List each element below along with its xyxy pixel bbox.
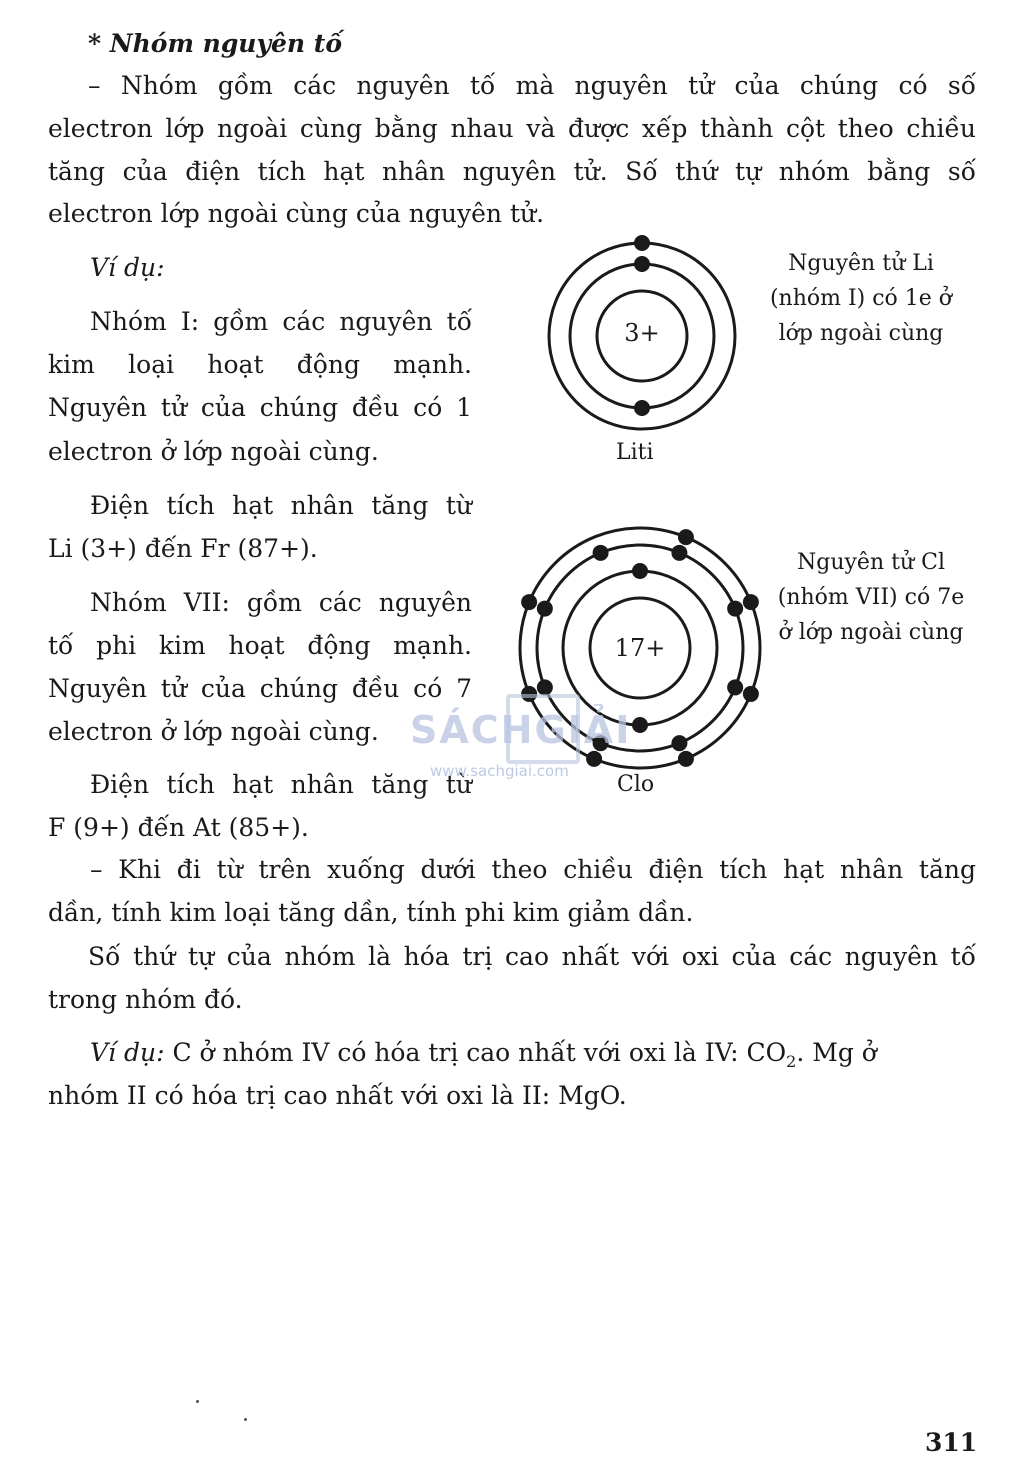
lithium-electron bbox=[634, 235, 650, 251]
chlorine-electron bbox=[743, 594, 759, 610]
intro-line-4: electron lớp ngoài cùng của nguyên tử. bbox=[48, 199, 545, 228]
chlorine-nucleus-charge: 17+ bbox=[614, 634, 666, 662]
chlorine-electron bbox=[678, 751, 694, 767]
group7-line-1: Nhóm VII: gồm các nguyên bbox=[90, 588, 472, 617]
valence-line-1: Số thứ tự của nhóm là hóa trị cao nhất với oxi của các nguyên tố bbox=[88, 942, 976, 971]
chlorine-electron bbox=[586, 751, 602, 767]
page-number: 311 bbox=[925, 1428, 978, 1457]
group1-line-4: electron ở lớp ngoài cùng. bbox=[48, 437, 379, 466]
lithium-caption-line-1: Nguyên tử Li bbox=[788, 251, 934, 276]
section-heading: * Nhóm nguyên tố bbox=[88, 29, 343, 58]
co2-subscript: 2 bbox=[786, 1052, 797, 1071]
group7-line-4: electron ở lớp ngoài cùng. bbox=[48, 717, 379, 746]
group7-line-3: Nguyên tử của chúng đều có 7 bbox=[48, 674, 472, 703]
chlorine-electron bbox=[521, 594, 537, 610]
chlorine-electron bbox=[671, 735, 687, 751]
lithium-nucleus-charge: 3+ bbox=[624, 319, 660, 347]
group7-charge-line-1: Điện tích hạt nhân tăng từ bbox=[90, 770, 472, 799]
chlorine-electron bbox=[671, 545, 687, 561]
intro-line-3: tăng của điện tích hạt nhân nguyên tử. Số thứ tự nhóm bằng số bbox=[48, 157, 976, 186]
chlorine-electron bbox=[521, 686, 537, 702]
intro-line-2: electron lớp ngoài cùng bằng nhau và được xếp thành cột theo chiều bbox=[48, 114, 976, 143]
chlorine-electron bbox=[632, 563, 648, 579]
group7-charge-line-2: F (9+) đến At (85+). bbox=[48, 813, 309, 842]
group1-line-2: kim loại hoạt động mạnh. bbox=[48, 350, 472, 379]
chlorine-electron bbox=[593, 735, 609, 751]
chlorine-atom-diagram bbox=[520, 530, 760, 770]
chlorine-electron bbox=[632, 717, 648, 733]
chlorine-caption-line-1: Nguyên tử Cl bbox=[797, 550, 945, 575]
lithium-atom-diagram bbox=[542, 236, 742, 436]
chlorine-electron bbox=[593, 545, 609, 561]
watermark-url: www.sachgiai.com bbox=[430, 762, 569, 780]
final-example-text-a: C ở nhóm IV có hóa trị cao nhất với oxi là IV: CO bbox=[164, 1038, 787, 1067]
lithium-electron bbox=[634, 256, 650, 272]
group7-line-2: tố phi kim hoạt động mạnh. bbox=[48, 631, 472, 660]
trend-line-1: – Khi đi từ trên xuống dưới theo chiều điện tích hạt nhân tăng bbox=[90, 855, 976, 884]
intro-line-1: – Nhóm gồm các nguyên tố mà nguyên tử của chúng có số bbox=[88, 71, 976, 100]
lithium-electron bbox=[634, 400, 650, 416]
chlorine-caption-line-3: ở lớp ngoài cùng bbox=[778, 620, 964, 645]
valence-line-2: trong nhóm đó. bbox=[48, 985, 243, 1014]
chlorine-caption-line-2: (nhóm VII) có 7e bbox=[777, 585, 965, 610]
group1-line-3: Nguyên tử của chúng đều có 1 bbox=[48, 393, 472, 422]
final-example-label: Ví dụ: bbox=[90, 1038, 165, 1067]
chlorine-electron bbox=[537, 601, 553, 617]
trend-line-2: dần, tính kim loại tăng dần, tính phi kim giảm dần. bbox=[48, 898, 694, 927]
group1-line-1: Nhóm I: gồm các nguyên tố bbox=[90, 307, 472, 336]
chlorine-name: Clo bbox=[617, 772, 655, 797]
final-example-line-2: nhóm II có hóa trị cao nhất với oxi là II: MgO. bbox=[48, 1081, 627, 1110]
print-speck bbox=[244, 1418, 247, 1421]
chlorine-caption bbox=[762, 545, 980, 650]
chlorine-electron bbox=[743, 686, 759, 702]
group1-charge-line-2: Li (3+) đến Fr (87+). bbox=[48, 534, 318, 563]
group1-charge-line-1: Điện tích hạt nhân tăng từ bbox=[90, 491, 472, 520]
chlorine-electron bbox=[678, 529, 694, 545]
final-example-text-b: . Mg ở bbox=[796, 1038, 877, 1067]
chlorine-electron bbox=[727, 601, 743, 617]
print-speck bbox=[196, 1400, 199, 1403]
watermark-text: SÁCHGIẢI bbox=[410, 708, 632, 752]
example-label: Ví dụ: bbox=[90, 253, 165, 282]
lithium-caption bbox=[752, 246, 970, 351]
lithium-name: Liti bbox=[616, 440, 654, 465]
chlorine-electron bbox=[537, 679, 553, 695]
lithium-caption-line-2: (nhóm I) có 1e ở bbox=[769, 286, 953, 311]
lithium-caption-line-3: lớp ngoài cùng bbox=[778, 321, 944, 346]
chlorine-electron bbox=[727, 679, 743, 695]
